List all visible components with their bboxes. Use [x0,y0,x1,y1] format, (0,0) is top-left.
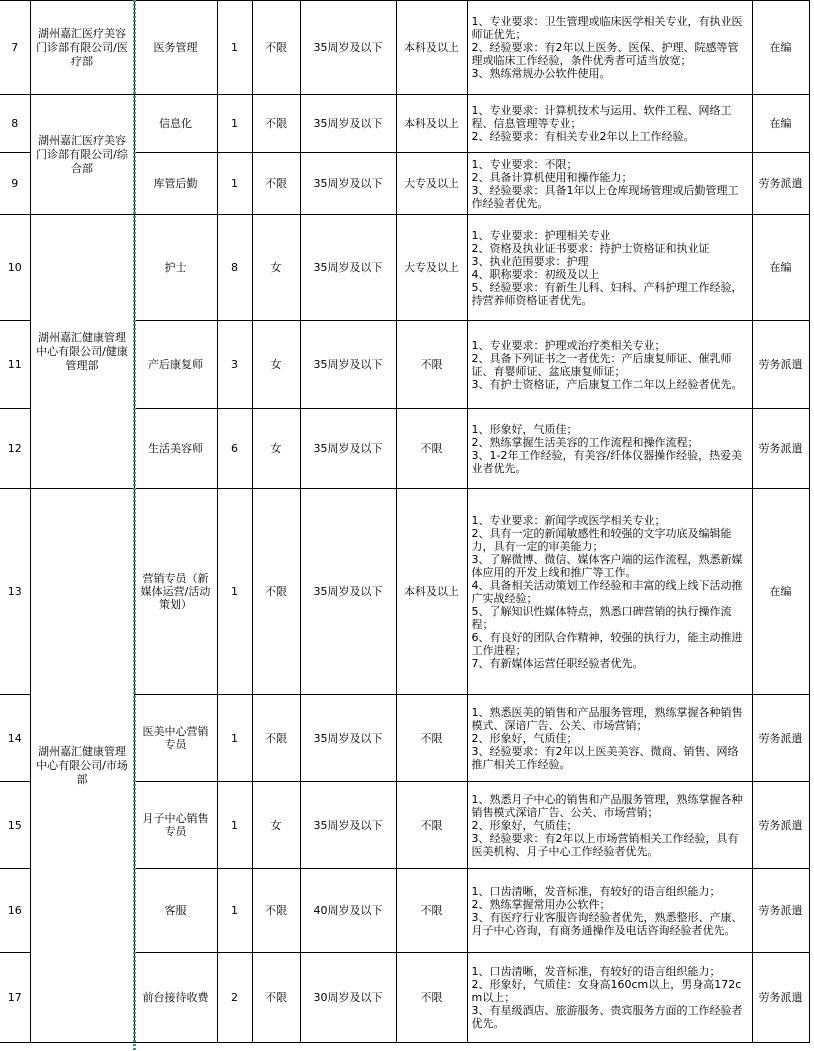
requirements-cell [467,409,752,489]
gender-cell: 女 [252,215,300,321]
position-cell: 营销专员（新媒体运营/活动策划） [134,489,217,695]
requirements-cell [467,153,752,215]
row-number-cell: 8 [0,95,30,153]
employment-type-cell: 在编 [752,489,809,695]
age-cell: 35周岁及以下 [300,1,396,95]
headcount-cell: 6 [217,409,252,489]
requirement-line: 1、形象好，气质佳； [471,422,578,436]
age-cell: 35周岁及以下 [300,489,396,695]
gender-cell: 女 [252,409,300,489]
requirement-line: 3、有医疗行业客服咨询经验者优先，熟悉整形、产康、月子中心咨询，有商务通操作及电话咨询经验者优先。 [471,910,743,937]
headcount-cell: 8 [217,215,252,321]
employment-type-cell: 在编 [752,215,809,321]
requirement-line: 1、专业要求：卫生管理或临床医学相关专业，有执业医师证优先； [471,15,743,41]
unit-cell: 湖州嘉汇医疗美容门诊部有限公司/综合部 [30,95,134,215]
requirement-line: 3、经验要求：具备1年以上仓库现场管理或后勤管理工作经验者优先。 [471,183,739,210]
requirement-line: 2、形象好，气质佳； [471,818,578,832]
gender-cell: 女 [252,321,300,409]
requirements-cell [467,869,752,953]
age-cell: 35周岁及以下 [300,215,396,321]
requirement-line: 1、专业要求：计算机技术与运用、软件工程、网络工程、信息管理等专业； [471,104,732,130]
requirement-line: 1、口齿清晰，发音标准，有较好的语言组织能力； [471,884,721,898]
requirements-cell [467,489,752,695]
education-cell: 大专及以上 [396,153,467,215]
table-row [0,1,809,95]
position-cell: 产后康复师 [134,321,217,409]
headcount-cell: 1 [217,695,252,782]
education-cell: 不限 [396,409,467,489]
requirement-line: 2、经验要求：有相关专业2年以上工作经验。 [471,130,695,143]
row-number-cell: 13 [0,489,30,695]
gender-cell: 不限 [252,869,300,953]
row-number-cell: 9 [0,153,30,215]
gender-cell: 女 [252,782,300,869]
requirement-line: 5、经验要求：有新生儿科、妇科、产科护理工作经验，持营养师资格证者优先。 [471,280,743,307]
requirement-line: 3、有护士资格证，产后康复工作二年以上经验者优先。 [471,377,743,391]
row-number-cell: 10 [0,215,30,321]
requirements-cell [467,1,752,95]
employment-type-cell: 劳务派遣 [752,695,809,782]
employment-type-cell: 劳务派遣 [752,953,809,1043]
education-cell: 不限 [396,869,467,953]
unit-cell: 湖州嘉汇健康管理中心有限公司/健康管理部 [30,215,134,489]
position-cell: 前台接待收费 [134,953,217,1043]
education-cell: 不限 [396,782,467,869]
requirement-line: 2、经验要求：有2年以上医务、医保、护理、院感等管理或临床工作经验，条件优秀者可适当放宽； [471,41,739,67]
requirement-line: 3、了解微博、微信、媒体客户端的运作流程，熟悉新媒体应用的开发上线和推广等工作。 [471,552,743,579]
requirements-cell [467,215,752,321]
requirement-line: 3、有星级酒店、旅游服务、贵宾服务方面的工作经验者优先。 [471,1004,743,1030]
requirement-line: 2、形象好，气质佳； [471,731,578,745]
position-cell: 医务管理 [134,1,217,95]
requirement-line: 1、熟悉月子中心的销售和产品服务管理，熟练掌握各种销售模式深谙广告、公关、市场营销； [471,792,743,819]
requirements-cell [467,695,752,782]
requirement-line: 2、形象好，气质佳：女身高160cm以上，男身高172cm以上； [471,978,742,1004]
row-number-cell: 15 [0,782,30,869]
education-cell: 本科及以上 [396,1,467,95]
requirement-line: 2、具备计算机使用和操作能力； [471,170,633,184]
employment-type-cell: 在编 [752,1,809,95]
unit-cell: 湖州嘉汇医疗美容门诊部有限公司/医疗部 [30,1,134,95]
requirement-line: 2、熟练掌握生活美容的工作流程和操作流程； [471,435,699,449]
headcount-cell: 1 [217,782,252,869]
requirement-line: 2、熟练掌握常用办公软件； [471,897,611,911]
gender-cell: 不限 [252,1,300,95]
requirement-line: 4、职称要求：初级及以上 [471,267,600,281]
employment-type-cell: 劳务派遣 [752,409,809,489]
position-cell: 库管后勤 [134,153,217,215]
requirement-line: 2、资格及执业证书要求：持护士资格证和执业证 [471,241,710,255]
position-cell: 客服 [134,869,217,953]
requirement-line: 2、具有一定的新闻敏感性和较强的文字功底及编辑能力，具有一定的审美能力； [471,526,732,553]
gender-cell: 不限 [252,95,300,153]
requirement-line: 7、有新媒体运营任职经验者优先。 [471,656,644,670]
position-cell: 生活美容师 [134,409,217,489]
requirement-line: 5、了解知识性媒体特点，熟悉口碑营销的执行操作流程； [471,604,732,631]
headcount-cell: 2 [217,953,252,1043]
age-cell: 35周岁及以下 [300,321,396,409]
requirement-line: 3、执业范围要求：护理 [471,254,589,268]
employment-type-cell: 劳务派遣 [752,782,809,869]
requirement-line: 3、1-2年工作经验，有美容/纤体仪器操作经验，热爱美业者优先。 [471,448,743,475]
requirements-cell [467,782,752,869]
requirement-line: 3、熟练常规办公软件使用。 [471,67,611,80]
requirement-line: 3、经验要求：有2年以上市场营销相关工作经验，具有医美机构、月子中心工作经验者优先。 [471,831,739,858]
gender-cell: 不限 [252,953,300,1043]
position-cell: 月子中心销售专员 [134,782,217,869]
requirement-line: 2、具备下列证书之一者优先：产后康复师证、催乳师证、育婴师证、盆底康复师证； [471,351,732,378]
headcount-cell: 3 [217,321,252,409]
row-number-cell: 12 [0,409,30,489]
employment-type-cell: 劳务派遣 [752,153,809,215]
requirement-line: 1、专业要求：新闻学或医学相关专业； [471,513,666,527]
table-row [0,489,809,695]
gender-cell: 不限 [252,489,300,695]
requirement-line: 4、具备相关活动策划工作经验和丰富的线上线下活动推广实战经验； [471,578,743,605]
headcount-cell: 1 [217,95,252,153]
row-number-cell: 11 [0,321,30,409]
employment-type-cell: 劳务派遣 [752,869,809,953]
age-cell: 35周岁及以下 [300,153,396,215]
education-cell: 本科及以上 [396,95,467,153]
position-cell: 信息化 [134,95,217,153]
age-cell: 35周岁及以下 [300,95,396,153]
headcount-cell: 1 [217,1,252,95]
requirement-line: 1、专业要求：不限； [471,157,578,171]
gender-cell: 不限 [252,153,300,215]
table-row [0,215,809,321]
requirements-cell [467,95,752,153]
position-cell: 护士 [134,215,217,321]
age-cell: 35周岁及以下 [300,782,396,869]
requirements-cell [467,953,752,1043]
row-number-cell: 16 [0,869,30,953]
employment-type-cell: 在编 [752,95,809,153]
employment-type-cell: 劳务派遣 [752,321,809,409]
position-cell: 医美中心营销专员 [134,695,217,782]
row-number-cell: 7 [0,1,30,95]
education-cell: 不限 [396,695,467,782]
table-row [0,95,809,153]
age-cell: 30周岁及以下 [300,953,396,1043]
requirement-line: 6、有良好的团队合作精神，较强的执行力，能主动推进工作进程； [471,630,743,657]
education-cell: 大专及以上 [396,215,467,321]
requirement-line: 1、专业要求：护理相关专业 [471,228,611,242]
education-cell: 本科及以上 [396,489,467,695]
headcount-cell: 1 [217,869,252,953]
age-cell: 40周岁及以下 [300,869,396,953]
requirement-line: 1、口齿清晰，发音标准，有较好的语言组织能力； [471,965,721,978]
unit-cell: 湖州嘉汇健康管理中心有限公司/市场部 [30,489,134,1043]
row-number-cell: 17 [0,953,30,1043]
age-cell: 35周岁及以下 [300,409,396,489]
requirement-line: 3、经验要求：有2年以上医美美容、微商、销售、网络推广相关工作经验。 [471,744,739,771]
gender-cell: 不限 [252,695,300,782]
table-body [0,1,809,1043]
headcount-cell: 1 [217,489,252,695]
education-cell: 不限 [396,321,467,409]
headcount-cell: 1 [217,153,252,215]
age-cell: 35周岁及以下 [300,695,396,782]
requirement-line: 1、专业要求：护理或治疗类相关专业； [471,338,666,352]
row-number-cell: 14 [0,695,30,782]
requirements-cell [467,321,752,409]
education-cell: 不限 [396,953,467,1043]
requirement-line: 1、熟悉医美的销售和产品服务管理，熟练掌握各种销售模式、深谙广告、公关、市场营销； [471,705,743,732]
selection-column-border [133,0,136,1051]
